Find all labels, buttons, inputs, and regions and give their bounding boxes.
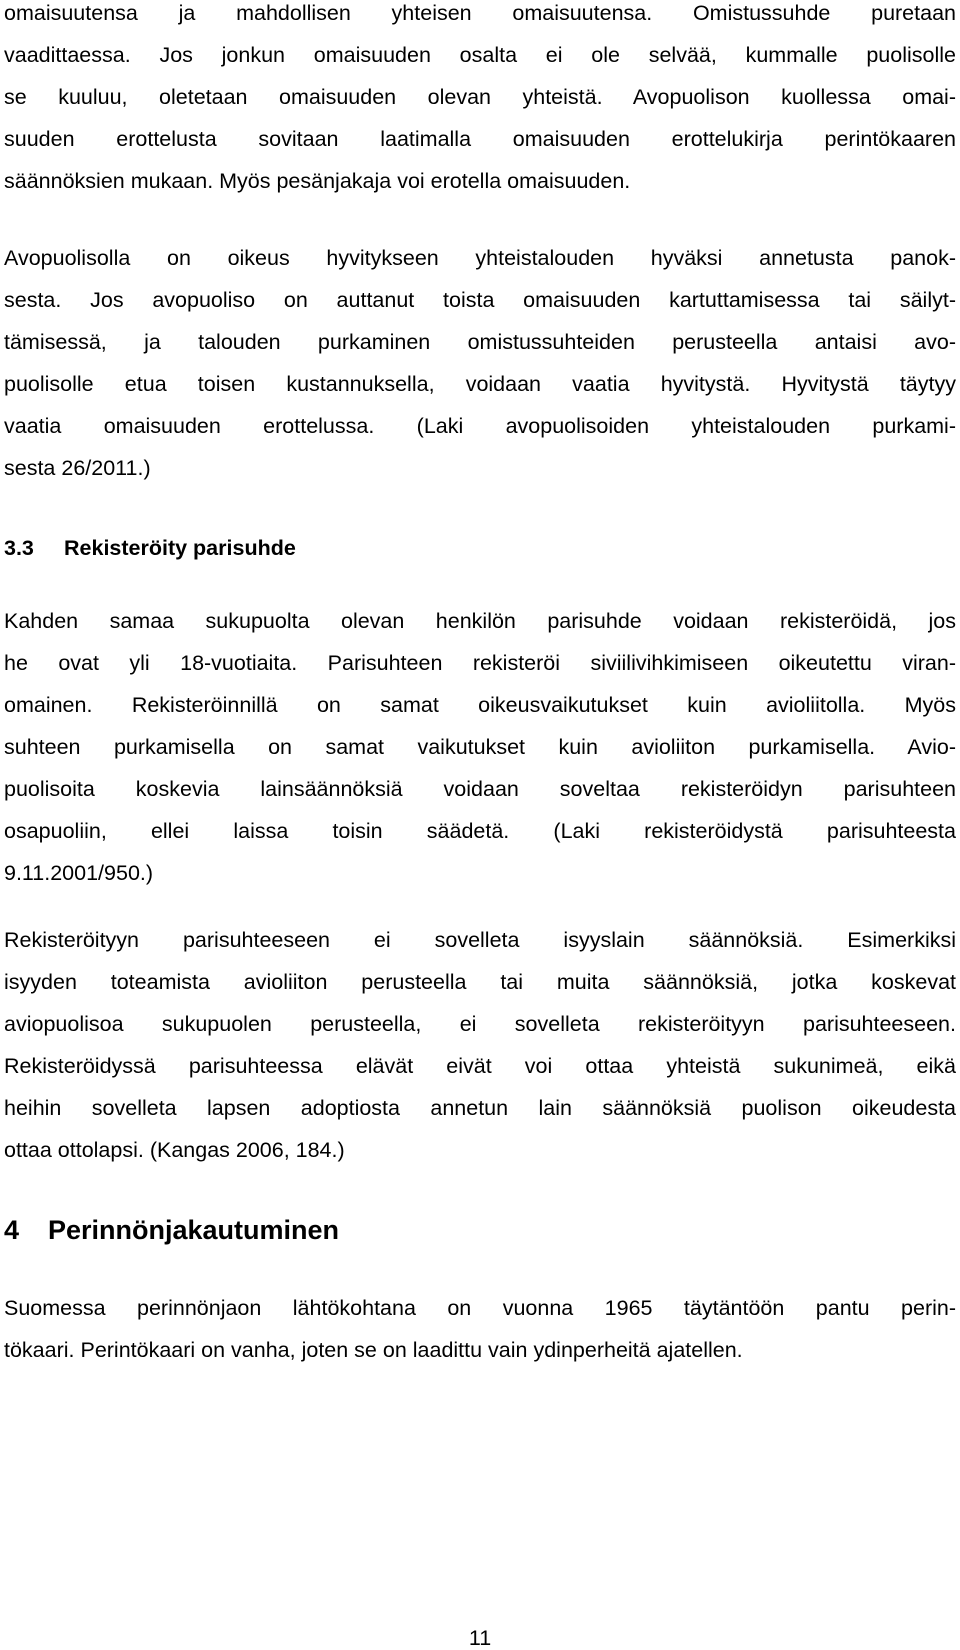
text-line: sesta 26/2011.) [4, 456, 151, 480]
text-line: osapuoliin, ellei laissa toisin säädetä. (Laki rekisteröidystä parisuhteesta [4, 819, 956, 843]
text-line: isyyden toteamista avioliiton perusteella tai muita säännöksiä, jotka koskevat [4, 970, 956, 994]
section-title: Rekisteröity parisuhde [64, 536, 296, 560]
text-line: säännöksien mukaan. Myös pesänjakaja voi erotella omaisuuden. [4, 169, 631, 193]
section-heading-3-3 [4, 533, 296, 563]
chapter-title: Perinnönjakautuminen [48, 1215, 340, 1245]
text-line: Suomessa perinnönjaon lähtökohtana on vuonna 1965 täytäntöön pantu perin- [4, 1296, 956, 1320]
text-line: omainen. Rekisteröinnillä on samat oikeusvaikutukset kuin avioliitolla. Myös [4, 693, 956, 717]
text-line: suhteen purkamisella on samat vaikutukset kuin avioliiton purkamisella. Avio- [4, 735, 956, 759]
text-line: aviopuolisoa sukupuolen perusteella, ei sovelleta rekisteröityyn parisuhteeseen. [4, 1012, 956, 1036]
chapter-heading-4 [4, 1213, 339, 1247]
text-line: Rekisteröityyn parisuhteeseen ei sovelleta isyyslain säännöksiä. Esimerkiksi [4, 928, 956, 952]
text-line: vaadittaessa. Jos jonkun omaisuuden osalta ei ole selvää, kummalle puolisolle [4, 43, 956, 67]
text-line: tämisessä, ja talouden purkaminen omistussuhteiden perusteella antaisi avo- [4, 330, 956, 354]
text-line: se kuuluu, oletetaan omaisuuden olevan yhteistä. Avopuolison kuollessa omai- [4, 85, 956, 109]
text-line: suuden erottelusta sovitaan laatimalla omaisuuden erottelukirja perintökaaren [4, 127, 956, 151]
text-line: sesta. Jos avopuoliso on auttanut toista omaisuuden kartuttamisessa tai säilyt- [4, 288, 956, 312]
document-page [4, 0, 956, 1648]
text-line: Kahden samaa sukupuolta olevan henkilön parisuhde voidaan rekisteröidä, jos [4, 609, 956, 633]
text-line: Rekisteröidyssä parisuhteessa elävät eivät voi ottaa yhteistä sukunimeä, eikä [4, 1054, 956, 1078]
page-number: 11 [468, 1626, 492, 1650]
text-line: 9.11.2001/950.) [4, 861, 154, 885]
text-line: ottaa ottolapsi. (Kangas 2006, 184.) [4, 1138, 345, 1162]
text-line: omaisuutensa ja mahdollisen yhteisen omaisuutensa. Omistussuhde puretaan [4, 1, 956, 25]
text-line: Avopuolisolla on oikeus hyvitykseen yhteistalouden hyväksi annetusta panok- [4, 246, 956, 270]
text-line: tökaari. Perintökaari on vanha, joten se on laadittu vain ydinperheitä ajatellen. [4, 1338, 743, 1362]
text-line: he ovat yli 18-vuotiaita. Parisuhteen rekisteröi siviilivihkimiseen oikeutettu viran- [4, 651, 956, 675]
section-number: 3.3 [4, 536, 34, 560]
text-line: puolisoita koskevia lainsäännöksiä voidaan soveltaa rekisteröidyn parisuhteen [4, 777, 956, 801]
text-line: puolisolle etua toisen kustannuksella, voidaan vaatia hyvitystä. Hyvitystä täytyy [4, 372, 956, 396]
text-line: heihin sovelleta lapsen adoptiosta annetun lain säännöksiä puolison oikeudesta [4, 1096, 956, 1120]
text-line: vaatia omaisuuden erottelussa. (Laki avopuolisoiden yhteistalouden purkami- [4, 414, 956, 438]
chapter-number: 4 [4, 1215, 20, 1245]
